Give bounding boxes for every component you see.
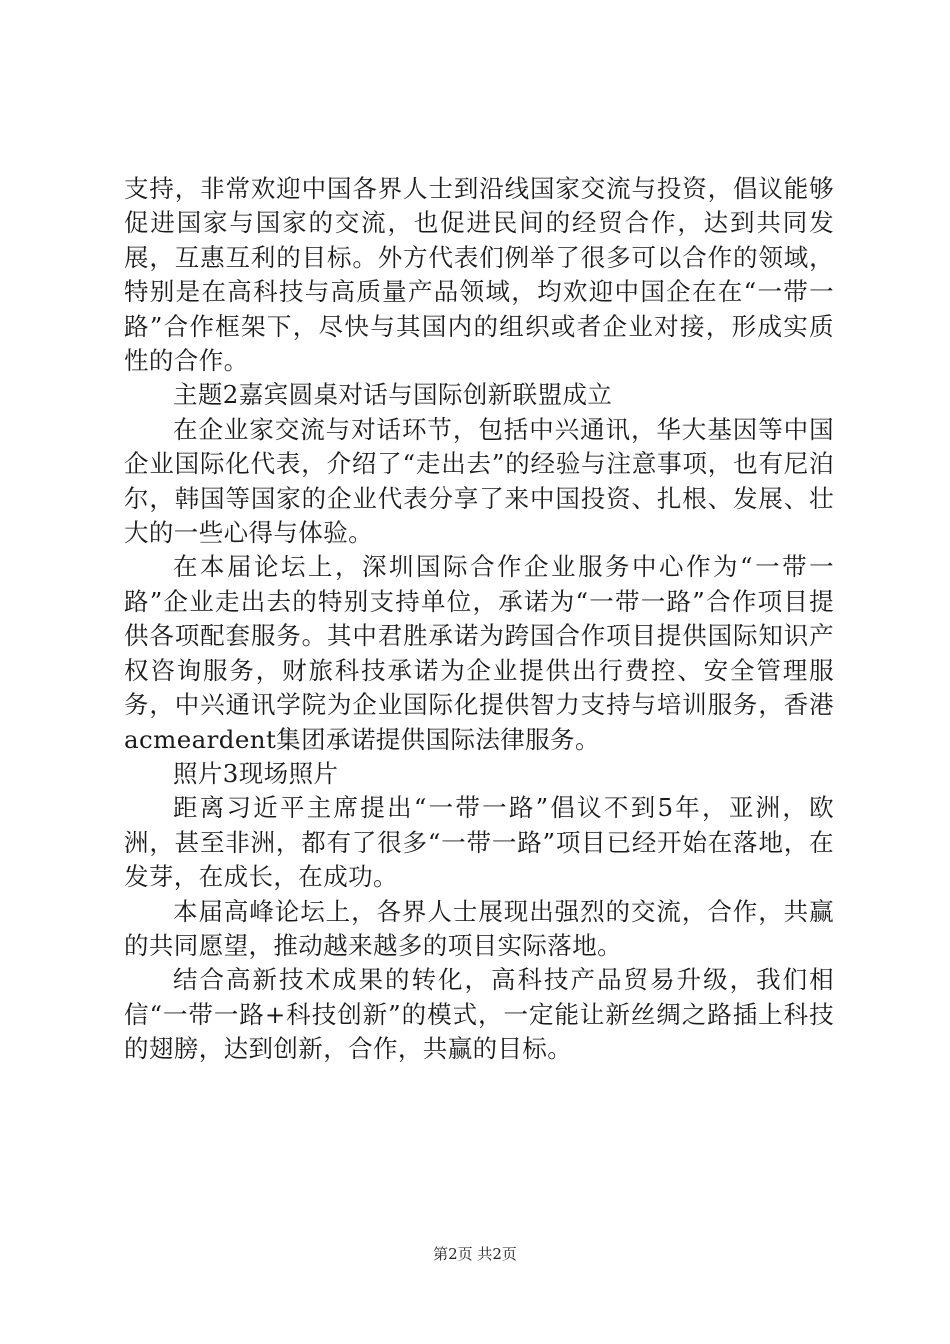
paragraph-forum-summary: 本届高峰论坛上，各界人士展现出强烈的交流，合作，共赢的共同愿望，推动越来越多的项目实际落地。 <box>124 896 834 960</box>
paragraph-entrepreneur-dialogue: 在企业家交流与对话环节，包括中兴通讯，华大基因等中国企业国际化代表，介绍了“走出去”的经验与注意事项，也有尼泊尔，韩国等国家的企业代表分享了来中国投资、扎根、发展、壮大的一些心得与体验。 <box>124 414 834 548</box>
page-number-footer: 第2页 共2页 <box>433 1245 517 1263</box>
paragraph-continuation: 支持，非常欢迎中国各界人士到沿线国家交流与投资，倡议能够促进国家与国家的交流，也促进民间的经贸合作，达到共同发展，互惠互利的目标。外方代表们例举了很多可以合作的领域，特别是在高科技与高质量产品领域，均欢迎中国企在在“一带一路”合作框架下，尽快与其国内的组织或者企业对接，形成实质性的合作。 <box>124 174 834 376</box>
paragraph-belt-and-road-progress: 距离习近平主席提出“一带一路”倡议不到5年，亚洲，欧洲，甚至非洲，都有了很多“一带一路”项目已经开始在落地，在发芽，在成长，在成功。 <box>124 793 834 892</box>
document-body <box>124 172 834 1067</box>
paragraph-service-center: 在本届论坛上，深圳国际合作企业服务中心作为“一带一路”企业走出去的特别支持单位，承诺为“一带一路”合作项目提供各项配套服务。其中君胜承诺为跨国合作项目提供国际知识产权咨询服务，财旅科技承诺为企业提供出行费控、安全管理服务，中兴通讯学院为企业国际化提供智力支持与培训服务，香港acmeardent集团承诺提供国际法律服务。 <box>124 552 834 754</box>
photo-caption: 照片3现场照片 <box>173 758 339 788</box>
section-heading-roundtable: 主题2嘉宾圆桌对话与国际创新联盟成立 <box>173 380 613 410</box>
paragraph-conclusion: 结合高新技术成果的转化，高科技产品贸易升级，我们相信“一带一路+科技创新”的模式，一定能让新丝绸之路插上科技的翅膀，达到创新，合作，共赢的目标。 <box>124 965 834 1064</box>
